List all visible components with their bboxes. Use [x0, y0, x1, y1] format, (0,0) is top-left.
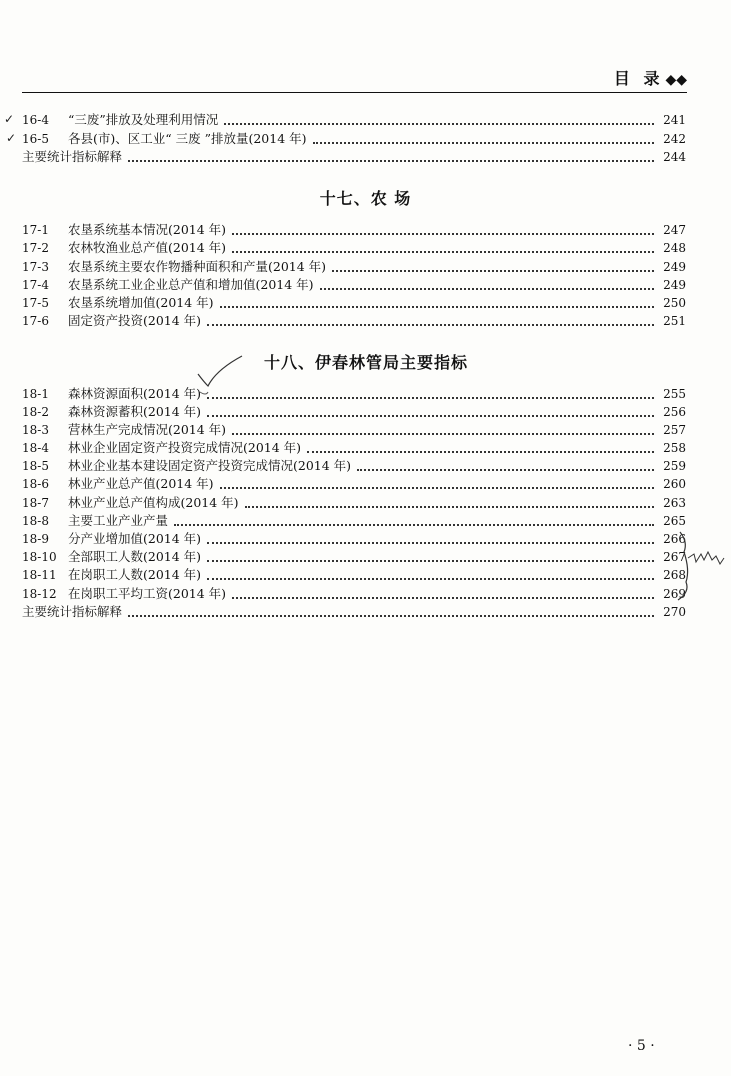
- entry-number: 16-4: [22, 113, 49, 127]
- dot-leader: [207, 395, 654, 399]
- toc-entry[interactable]: [22, 239, 686, 257]
- dot-leader: [357, 467, 654, 471]
- toc-entry[interactable]: [22, 111, 686, 129]
- toc-entry[interactable]: [22, 403, 686, 421]
- entry-number: 18-12: [22, 587, 57, 601]
- toc-entry[interactable]: [22, 585, 686, 603]
- entry-title: 营林生产完成情况(2014 年): [68, 422, 227, 437]
- entry-title: 在岗职工平均工资(2014 年): [68, 586, 227, 601]
- entry-title: 农林牧渔业总产值(2014 年): [68, 240, 227, 255]
- toc-entry[interactable]: [22, 294, 686, 312]
- entry-page: 259: [663, 459, 686, 473]
- entry-title: 主要统计指标解释: [22, 604, 123, 619]
- dot-leader: [207, 558, 654, 562]
- entry-title: 主要工业产业产量: [68, 513, 169, 528]
- entry-page: 241: [663, 113, 686, 127]
- entry-number: 18-10: [22, 550, 57, 564]
- toc-entry[interactable]: [22, 439, 686, 457]
- entry-title: 农垦系统增加值(2014 年): [68, 295, 214, 310]
- entry-page: 260: [663, 477, 686, 491]
- dot-leader: [128, 158, 654, 162]
- entry-title: 全部职工人数(2014 年): [68, 549, 202, 564]
- entry-title: 农垦系统基本情况(2014 年): [68, 222, 227, 237]
- entry-title: 森林资源面积(2014 年): [68, 386, 202, 401]
- section-title-yichun-forestry: 十八、伊春林管局主要指标: [263, 353, 468, 372]
- entry-number: 18-2: [22, 405, 49, 419]
- entry-page: 268: [663, 568, 686, 582]
- dot-leader: [232, 431, 654, 435]
- entry-number: 18-5: [22, 459, 49, 473]
- toc-entry[interactable]: [22, 530, 686, 548]
- entry-title: 主要统计指标解释: [22, 149, 123, 164]
- dot-leader: [320, 286, 654, 290]
- entry-page: 256: [663, 405, 686, 419]
- header-title-wrap: [614, 66, 687, 89]
- entry-title: 林业企业基本建设固定资产投资完成情况(2014 年): [68, 458, 352, 473]
- toc-entry[interactable]: [22, 603, 686, 621]
- toc-entry[interactable]: [22, 494, 686, 512]
- toc-entry[interactable]: [22, 385, 686, 403]
- entry-number: 18-11: [22, 568, 57, 582]
- entry-number: 17-2: [22, 241, 49, 255]
- toc-entry[interactable]: [22, 221, 686, 239]
- entry-page: 263: [663, 496, 686, 510]
- dot-leader: [245, 504, 654, 508]
- toc-entry[interactable]: [22, 421, 686, 439]
- entry-number: 17-1: [22, 223, 49, 237]
- entry-number: 18-8: [22, 514, 49, 528]
- entry-page: 269: [663, 587, 686, 601]
- entry-title: 在岗职工人数(2014 年): [68, 567, 202, 582]
- entry-number: 17-5: [22, 296, 49, 310]
- pencil-bracket-icon: [674, 530, 728, 602]
- entry-page: 251: [663, 314, 686, 328]
- dot-leader: [232, 249, 654, 253]
- entry-title: 森林资源蓄积(2014 年): [68, 404, 202, 419]
- dot-leader: [332, 268, 654, 272]
- pencil-check-icon: ✓: [6, 131, 17, 145]
- pencil-check-icon: ✓: [4, 112, 15, 126]
- dot-leader: [313, 140, 654, 144]
- entry-number: 18-6: [22, 477, 49, 491]
- dot-leader: [174, 522, 654, 526]
- section-title-farms: 十七、农 场: [319, 189, 412, 208]
- dot-leader: [307, 449, 654, 453]
- toc-entry[interactable]: [22, 566, 686, 584]
- entry-number: 17-4: [22, 278, 49, 292]
- entry-number: 18-4: [22, 441, 49, 455]
- toc-entry[interactable]: [22, 457, 686, 475]
- entry-page: 270: [663, 605, 686, 619]
- entry-number: 17-6: [22, 314, 49, 328]
- toc-entry[interactable]: [22, 475, 686, 493]
- entry-number: 18-1: [22, 387, 49, 401]
- entry-title: 农垦系统工业企业总产值和增加值(2014 年): [68, 277, 314, 292]
- entry-number: 18-9: [22, 532, 49, 546]
- footer-page-number: · 5 ·: [628, 1038, 655, 1054]
- entry-page: 249: [663, 260, 686, 274]
- entry-number: 17-3: [22, 260, 49, 274]
- toc-entry[interactable]: [22, 148, 686, 166]
- toc-entry[interactable]: [22, 276, 686, 294]
- dot-leader: [220, 485, 654, 489]
- dot-leader: [207, 576, 654, 580]
- entry-page: 255: [663, 387, 686, 401]
- entry-title: “三废”排放及处理利用情况: [68, 112, 219, 127]
- dot-leader: [128, 613, 654, 617]
- dot-leader: [207, 540, 654, 544]
- header-title: 目 录: [613, 69, 664, 88]
- entry-title: 固定资产投资(2014 年): [68, 313, 202, 328]
- dot-leader: [220, 304, 654, 308]
- toc-entry[interactable]: [22, 130, 686, 148]
- dot-leader: [232, 595, 654, 599]
- entry-number: 18-3: [22, 423, 49, 437]
- page-header: [22, 66, 687, 93]
- entry-title: 各县(市)、区工业“ 三废 ”排放量(2014 年): [68, 131, 307, 146]
- header-diamond-icon: ◆◆: [665, 72, 687, 88]
- entry-title: 林业产业总产值构成(2014 年): [68, 495, 239, 510]
- dot-leader: [232, 231, 654, 235]
- entry-title: 农垦系统主要农作物播种面积和产量(2014 年): [68, 259, 327, 274]
- dot-leader: [207, 413, 654, 417]
- entry-title: 分产业增加值(2014 年): [68, 531, 202, 546]
- entry-page: 248: [663, 241, 686, 255]
- entry-page: 265: [663, 514, 686, 528]
- entry-page: 242: [663, 132, 686, 146]
- entry-page: 266: [663, 532, 686, 546]
- entry-page: 244: [663, 150, 686, 164]
- toc-entry[interactable]: [22, 512, 686, 530]
- entry-page: 247: [663, 223, 686, 237]
- toc-entry[interactable]: [22, 258, 686, 276]
- dot-leader: [224, 121, 654, 125]
- entry-page: 267: [663, 550, 686, 564]
- entry-page: 257: [663, 423, 686, 437]
- entry-title: 林业产业总产值(2014 年): [68, 476, 214, 491]
- entry-number: 18-7: [22, 496, 49, 510]
- toc-entry[interactable]: [22, 312, 686, 330]
- entry-page: 258: [663, 441, 686, 455]
- entry-title: 林业企业固定资产投资完成情况(2014 年): [68, 440, 302, 455]
- entry-page: 249: [663, 278, 686, 292]
- entry-page: 250: [663, 296, 686, 310]
- toc-entry[interactable]: [22, 548, 686, 566]
- entry-number: 16-5: [22, 132, 49, 146]
- dot-leader: [207, 322, 654, 326]
